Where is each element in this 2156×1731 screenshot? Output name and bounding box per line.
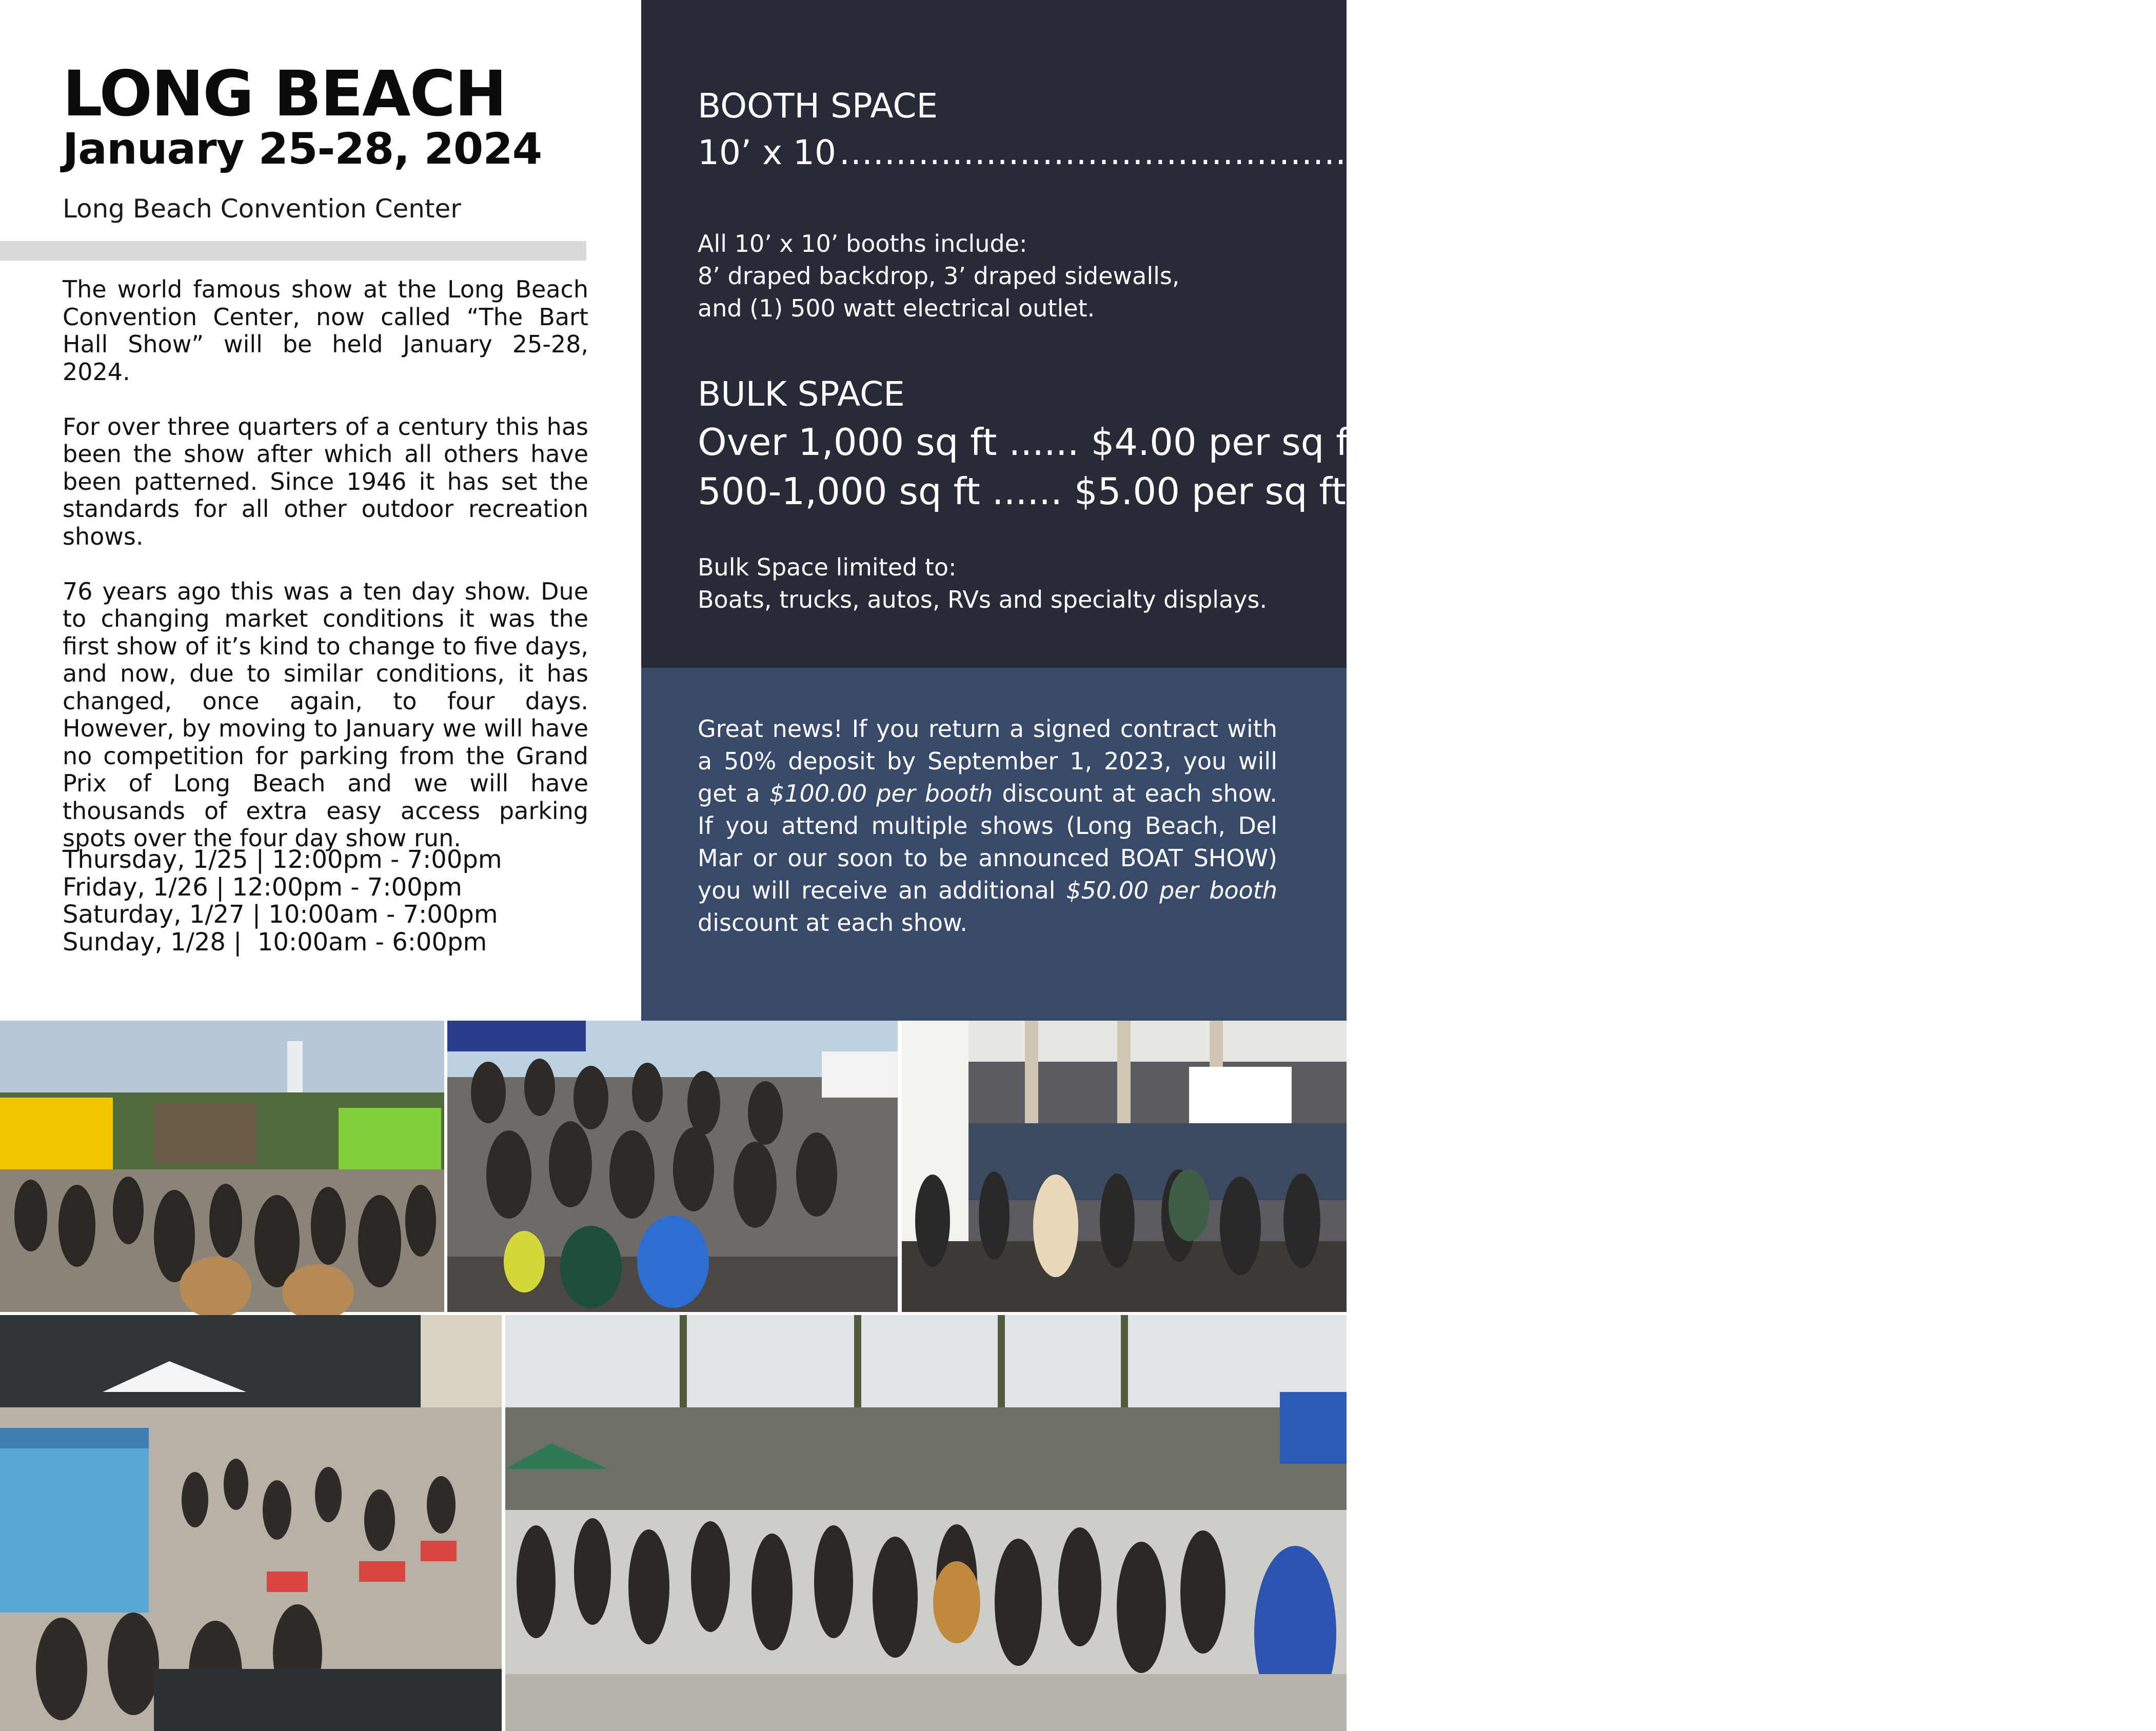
page-title: LONG BEACH bbox=[63, 57, 506, 130]
booth-size: 10’ x 10 bbox=[698, 133, 836, 172]
dot-leader: .......................................................................................................... bbox=[839, 133, 2034, 172]
hours-friday: Friday, 1/26 | 12:00pm - 7:00pm bbox=[63, 872, 462, 902]
left-column bbox=[0, 0, 641, 1021]
booth-space-heading: BOOTH SPACE bbox=[698, 86, 938, 126]
venue-name: Long Beach Convention Center bbox=[63, 194, 461, 224]
promo-text-part: discount at each show. If you attend multiple shows (Long Beach, Del Mar or our soon to be announced BOAT SHOW) you will receive an additional bbox=[698, 780, 1277, 904]
promo-text bbox=[698, 713, 1277, 939]
plaza-crowd-photo bbox=[505, 1315, 1347, 1731]
pricing-panel bbox=[641, 0, 2156, 668]
booth-space-section bbox=[698, 83, 2156, 176]
booth-includes-line: All 10’ x 10’ booths include: bbox=[698, 230, 1027, 257]
booth-price-row bbox=[698, 129, 2156, 176]
booth-includes-line: 8’ draped backdrop, 3’ draped sidewalls, bbox=[698, 262, 1180, 290]
bulk-limit-line: Boats, trucks, autos, RVs and specialty displays. bbox=[698, 586, 1268, 613]
paragraph-history: For over three quarters of a century this has been the show after which all others have been patterned. Since 1946 it has set the standards for all other outdoor recreation shows. bbox=[63, 412, 588, 550]
food-trucks-crowd-photo bbox=[0, 1021, 444, 1312]
paragraph-schedule-change: 76 years ago this was a ten day show. Due to changing market conditions it was the first show of it’s kind to change to five days, and now, due to similar conditions, it has changed, once again, to four days. However, by moving to January we will have no competition for parking from the Grand Prix of Long Beach and we will have thousands of extra easy access parking spots over the four day show run. bbox=[63, 577, 588, 852]
bulk-price-large: Over 1,000 sq ft ...... $4.00 per sq ft bbox=[698, 421, 1363, 464]
surfer-taco-truck-plaza-photo bbox=[0, 1315, 502, 1731]
promo-text-part: Great news! If you return a signed contract with a 50% deposit by September 1, 2023, you will get a bbox=[698, 715, 1277, 807]
hours-saturday: Saturday, 1/27 | 10:00am - 7:00pm bbox=[63, 900, 498, 929]
hours-thursday: Thursday, 1/25 | 12:00pm - 7:00pm bbox=[63, 845, 502, 874]
show-hours bbox=[63, 846, 588, 956]
paragraph-intro: The world famous show at the Long Beach Convention Center, now called “The Bart Hall Show” will be held January 25-28, 2024. bbox=[63, 275, 588, 386]
promo-panel bbox=[641, 668, 1347, 1021]
bleacher-audience-photo bbox=[447, 1021, 898, 1312]
bulk-limits bbox=[698, 551, 1277, 616]
promo-multi-show-discount: $50.00 per booth bbox=[1066, 877, 1277, 904]
bulk-limit-line: Bulk Space limited to: bbox=[698, 553, 957, 581]
convention-hall-entrance-photo bbox=[902, 1021, 1347, 1312]
booth-includes bbox=[698, 228, 1277, 325]
booth-price: $1,500 bbox=[2037, 133, 2156, 172]
promo-text-part: discount at each show. bbox=[698, 909, 968, 937]
bulk-space-heading: BULK SPACE bbox=[698, 374, 905, 414]
bulk-space-section bbox=[698, 371, 1363, 516]
event-date: January 25-28, 2024 bbox=[63, 124, 542, 174]
booth-includes-line: and (1) 500 watt electrical outlet. bbox=[698, 294, 1095, 322]
bulk-price-medium: 500-1,000 sq ft ...... $5.00 per sq ft bbox=[698, 470, 1346, 513]
description bbox=[63, 276, 588, 852]
divider-bar bbox=[0, 241, 586, 261]
promo-booth-discount: $100.00 per booth bbox=[769, 780, 993, 807]
hours-sunday: Sunday, 1/28 | 10:00am - 6:00pm bbox=[63, 927, 487, 957]
